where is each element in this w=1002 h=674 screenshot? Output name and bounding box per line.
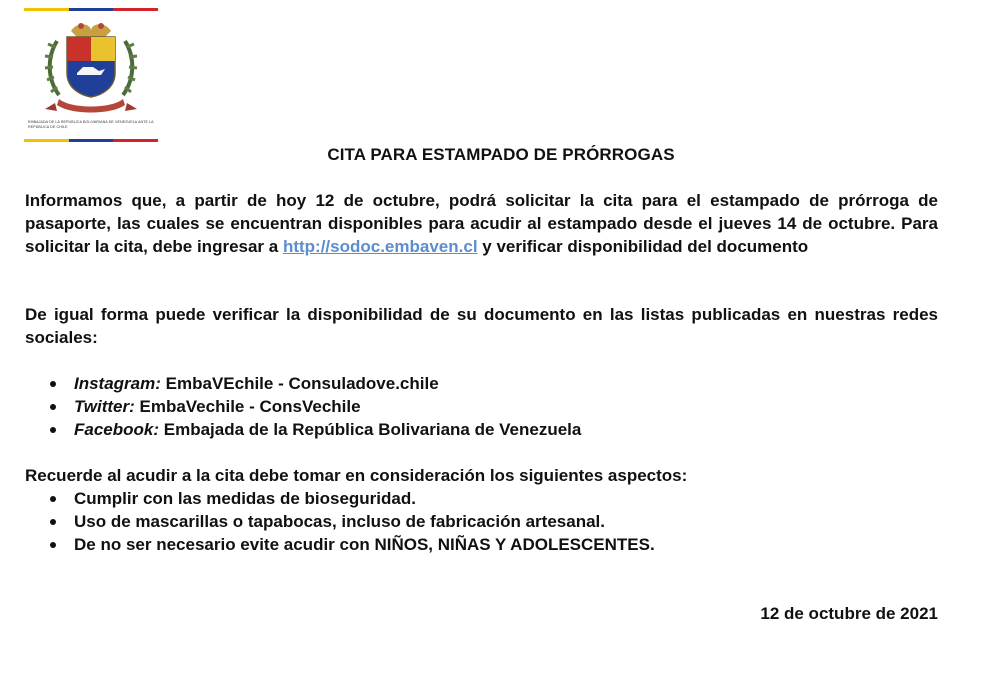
intro-text-after: y verificar disponibilidad del documento bbox=[477, 237, 809, 256]
flag-stripe-bottom bbox=[24, 139, 158, 142]
social-intro-paragraph: De igual forma puede verificar la disponibilidad de su documento en las listas publicadas en nuestras redes sociales: bbox=[25, 305, 938, 347]
bullet-icon bbox=[50, 427, 56, 433]
social-handles: EmbaVEchile - Consuladove.chile bbox=[160, 374, 439, 393]
aspects-list bbox=[25, 487, 925, 556]
social-network-facebook: Facebook: bbox=[74, 420, 160, 439]
coat-of-arms-icon bbox=[41, 17, 141, 117]
bullet-icon bbox=[50, 381, 56, 387]
bullet-icon bbox=[50, 519, 56, 525]
flag-stripe-top bbox=[24, 8, 158, 11]
document-title: CITA PARA ESTAMPADO DE PRÓRROGAS bbox=[327, 145, 675, 164]
social-handles: EmbaVechile - ConsVechile bbox=[134, 397, 361, 416]
aspect-text: De no ser necesario evite acudir con NIÑOS, NIÑAS Y ADOLESCENTES. bbox=[74, 535, 655, 554]
aspect-text: Uso de mascarillas o tapabocas, incluso de fabricación artesanal. bbox=[74, 512, 605, 531]
list-item bbox=[25, 372, 925, 395]
embassy-logo bbox=[24, 8, 158, 144]
list-item bbox=[25, 487, 925, 510]
social-network-instagram: Instagram: bbox=[74, 374, 161, 393]
intro-paragraph bbox=[25, 189, 938, 258]
sodoc-link[interactable]: http://sodoc.embaven.cl bbox=[282, 237, 478, 256]
bullet-icon bbox=[50, 404, 56, 410]
social-handles: Embajada de la República Bolivariana de Venezuela bbox=[159, 420, 582, 439]
list-item bbox=[25, 510, 925, 533]
intro-text-before: Informamos que, a partir de hoy 12 de octubre, podrá solicitar la cita para el estampado de prórroga de pasaporte, las cuales se encuentran disponibles para acudir al estampado desde el jueves 14 de octubre. Para solicitar la cita, debe ingresar a bbox=[25, 191, 938, 256]
list-item bbox=[25, 395, 925, 418]
document-date: 12 de octubre de 2021 bbox=[760, 604, 938, 623]
bullet-icon bbox=[50, 496, 56, 502]
list-item bbox=[25, 533, 925, 556]
aspect-text: Cumplir con las medidas de bioseguridad. bbox=[74, 489, 416, 508]
list-item bbox=[25, 418, 925, 441]
logo-caption: EMBAJADA DE LA REPÚBLICA BOLIVARIANA DE VENEZUELA ANTE LA REPÚBLICA DE CHILE bbox=[28, 120, 154, 129]
social-list bbox=[25, 372, 925, 441]
bullet-icon bbox=[50, 542, 56, 548]
aspects-intro-paragraph: Recuerde al acudir a la cita debe tomar en consideración los siguientes aspectos: bbox=[25, 466, 688, 485]
social-network-twitter: Twitter: bbox=[74, 397, 135, 416]
